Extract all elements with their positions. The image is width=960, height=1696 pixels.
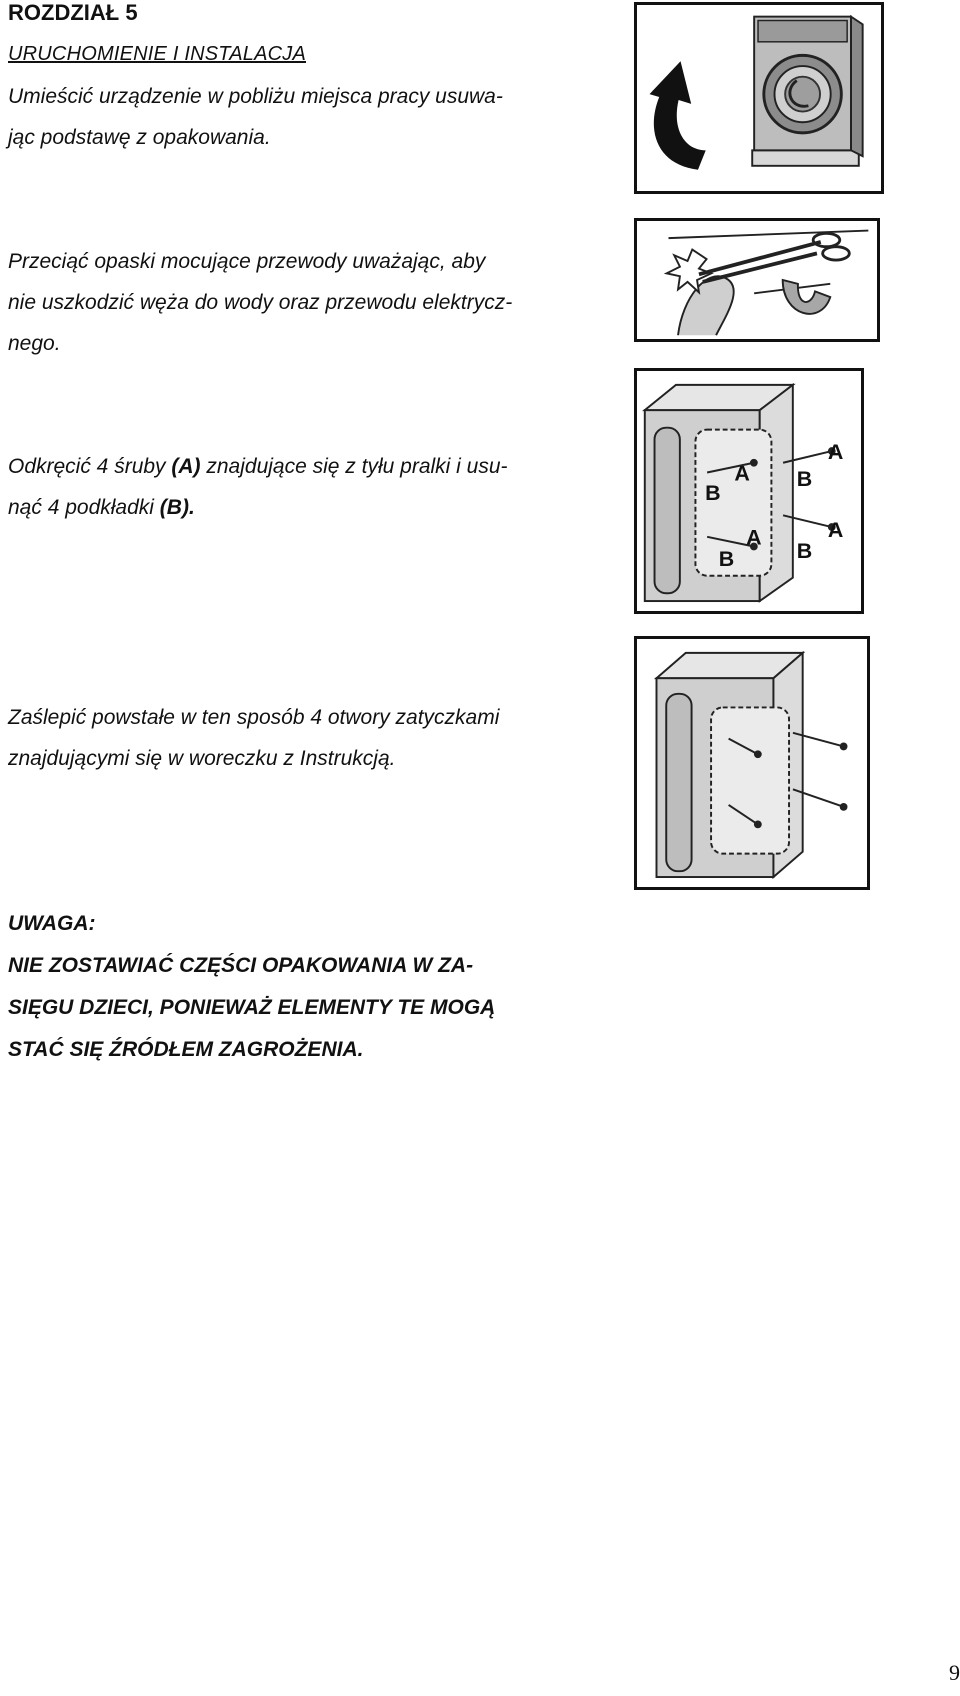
step-3-text: [8, 446, 580, 528]
warning-block: [8, 903, 580, 1071]
arrow-icon: [650, 61, 706, 170]
label-b: B: [718, 546, 735, 571]
step-3-label-a: (A): [171, 455, 201, 478]
step-3-text-part: nąć 4 podkładki: [8, 496, 160, 519]
base-pallet: [752, 150, 859, 166]
step-1-line: Umieścić urządzenie w pobliżu miejsca pracy usuwa-: [8, 85, 503, 108]
warning-title: UWAGA:: [8, 912, 96, 935]
step-2-text: [8, 241, 580, 364]
label-a: A: [827, 517, 844, 542]
step-1-line: jąc podstawę z opakowania.: [8, 126, 271, 149]
step-3-label-b: (B): [159, 496, 189, 519]
label-b: B: [705, 480, 721, 505]
step-2-line: nie uszkodzić węża do wody oraz przewodu elektrycz-: [8, 291, 513, 314]
step-3-text-part: znajdujące się z tyłu pralki i usu-: [200, 455, 508, 478]
section-title: URUCHOMIENIE I INSTALACJA: [8, 43, 306, 65]
warning-line: SIĘGU DZIECI, PONIEWAŻ ELEMENTY TE MOGĄ: [8, 996, 496, 1019]
label-b: B: [796, 467, 813, 492]
scissors-illustration: [637, 221, 877, 339]
screw-icon: [750, 459, 758, 467]
figure-cut-ties: [634, 218, 880, 342]
machine-rear-illustration: [637, 371, 861, 611]
plug-icon: [754, 821, 762, 829]
plug-icon: [840, 803, 848, 811]
warning-line: NIE ZOSTAWIAĆ CZĘŚCI OPAKOWANIA W ZA-: [8, 954, 474, 977]
step-3-text-part: Odkręcić 4 śruby: [8, 455, 172, 478]
step-2-line: nego.: [8, 332, 61, 355]
page-number: 9: [949, 1660, 960, 1685]
step-1-text: [8, 76, 580, 158]
hose-icon: [678, 276, 734, 335]
plug-icon: [840, 743, 848, 751]
step-4-line: znajdującymi się w woreczku z Instrukcją.: [8, 747, 396, 770]
label-a: A: [746, 525, 762, 550]
label-a: A: [827, 439, 844, 464]
plug-icon: [754, 750, 762, 758]
washing-machine-illustration: [637, 5, 881, 191]
step-4-line: Zaślepić powstałe w ten sposób 4 otwory zatyczkami: [8, 706, 500, 729]
step-2-line: Przeciąć opaski mocujące przewody uważając, aby: [8, 250, 486, 273]
step-3-period: .: [188, 496, 195, 519]
label-b: B: [796, 539, 813, 564]
machine-plugs-illustration: [637, 639, 867, 887]
chapter-title: ROZDZIAŁ 5: [8, 0, 138, 25]
step-4-text: [8, 697, 580, 779]
warning-line: STAĆ SIĘ ŹRÓDŁEM ZAGROŻENIA.: [8, 1038, 364, 1061]
figure-plug-holes: [634, 636, 870, 890]
figure-remove-screws: [634, 368, 864, 614]
figure-remove-base: [634, 2, 884, 194]
label-a: A: [734, 461, 750, 486]
